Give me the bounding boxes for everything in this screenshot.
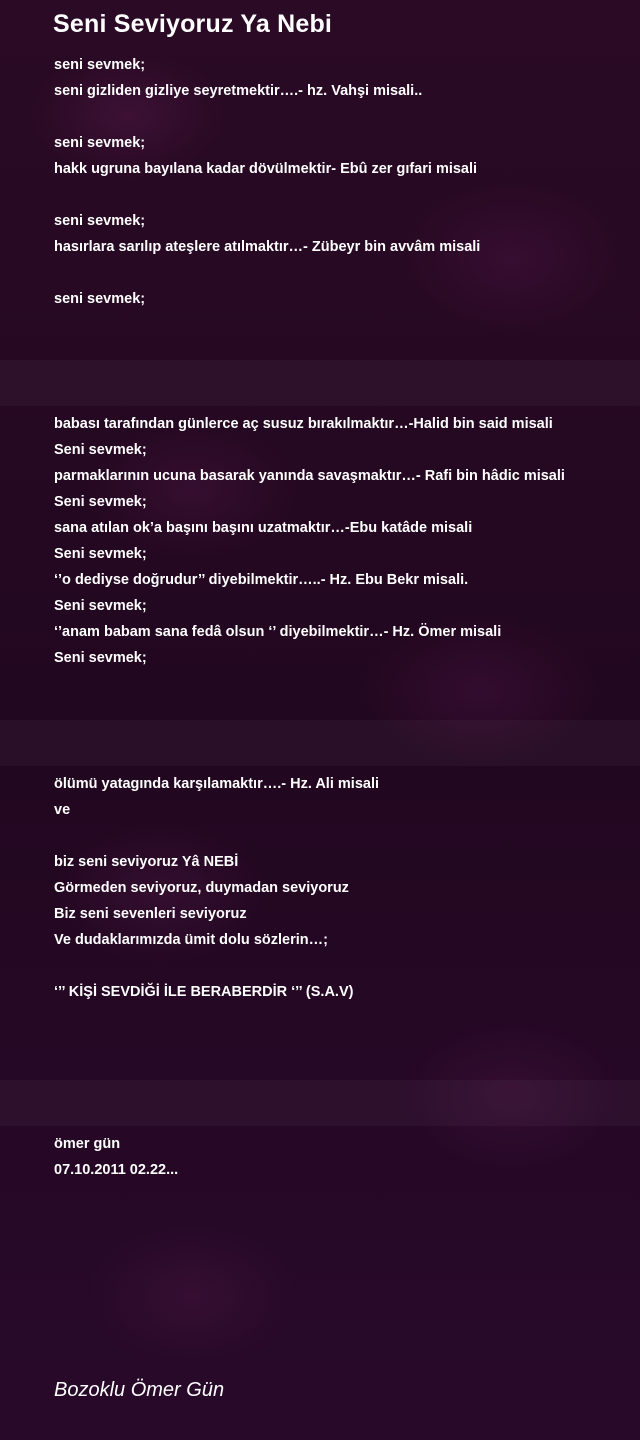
poem-line: babası tarafından günlerce aç susuz bırakılmaktır…-Halid bin said misali (54, 416, 553, 432)
poem-line: ‘’o dediyse doğrudur’’ diyebilmektir…..- Hz. Ebu Bekr misali. (54, 572, 469, 588)
poem-line-blank (54, 104, 480, 130)
poem-line: biz seni seviyoruz Yâ NEBİ (54, 854, 239, 870)
decor-band (0, 720, 640, 766)
poem-line: seni sevmek; (54, 57, 146, 73)
poem-line: Seni sevmek; (54, 598, 147, 614)
poem-line: parmaklarının ucuna basarak yanında savaşmaktır…- Rafi bin hâdic misali (54, 468, 565, 484)
poem-line: hasırlara sarılıp ateşlere atılmaktır…- Zübeyr bin avvâm misali (54, 239, 481, 255)
decor-band (0, 1080, 640, 1126)
poem-line: seni sevmek; (54, 291, 146, 307)
poem-line-blank (54, 823, 379, 849)
poem-line: ve (54, 802, 71, 818)
poem-line: seni sevmek; (54, 213, 146, 229)
poem-line: Seni sevmek; (54, 442, 147, 458)
poem-line: hakk ugruna bayılana kadar dövülmektir- Ebû zer gıfari misali (54, 161, 478, 177)
poem-line: Seni sevmek; (54, 546, 147, 562)
poem-stanza-2 (54, 411, 565, 671)
poem-line-blank (54, 182, 480, 208)
poem-line: ‘’’ KİŞİ SEVDİĞİ İLE BERABERDİR ‘’’ (S.A.V) (54, 984, 354, 1000)
poem-line: Seni sevmek; (54, 650, 147, 666)
poem-line: ‘’anam babam sana fedâ olsun ‘’ diyebilmektir…- Hz. Ömer misali (54, 624, 502, 640)
poem-line: Biz seni sevenleri seviyoruz (54, 906, 247, 922)
signature-date: 07.10.2011 02.22... (54, 1162, 179, 1178)
poem-stanza-1 (54, 52, 480, 312)
poem-line: sana atılan ok’a başını başını uzatmaktır…-Ebu katâde misali (54, 520, 473, 536)
signature-name: ömer gün (54, 1136, 121, 1152)
poem-line: seni sevmek; (54, 135, 146, 151)
poem-line-blank (54, 953, 379, 979)
poem-signature (54, 1131, 178, 1183)
poem-line-blank (54, 260, 480, 286)
poem-line: Seni sevmek; (54, 494, 147, 510)
poem-title: Seni Seviyoruz Ya Nebi (53, 10, 333, 38)
poem-line: seni gizliden gizliye seyretmektir….- hz. Vahşi misali.. (54, 83, 423, 99)
poem-line: Ve dudaklarımızda ümit dolu sözlerin…; (54, 932, 328, 948)
poem-line: ölümü yatagında karşılamaktır….- Hz. Ali misali (54, 776, 380, 792)
poem-stanza-3 (54, 771, 379, 1005)
decor-band (0, 360, 640, 406)
poem-line: Görmeden seviyoruz, duymadan seviyoruz (54, 880, 349, 896)
author-name: Bozoklu Ömer Gün (54, 1379, 225, 1401)
